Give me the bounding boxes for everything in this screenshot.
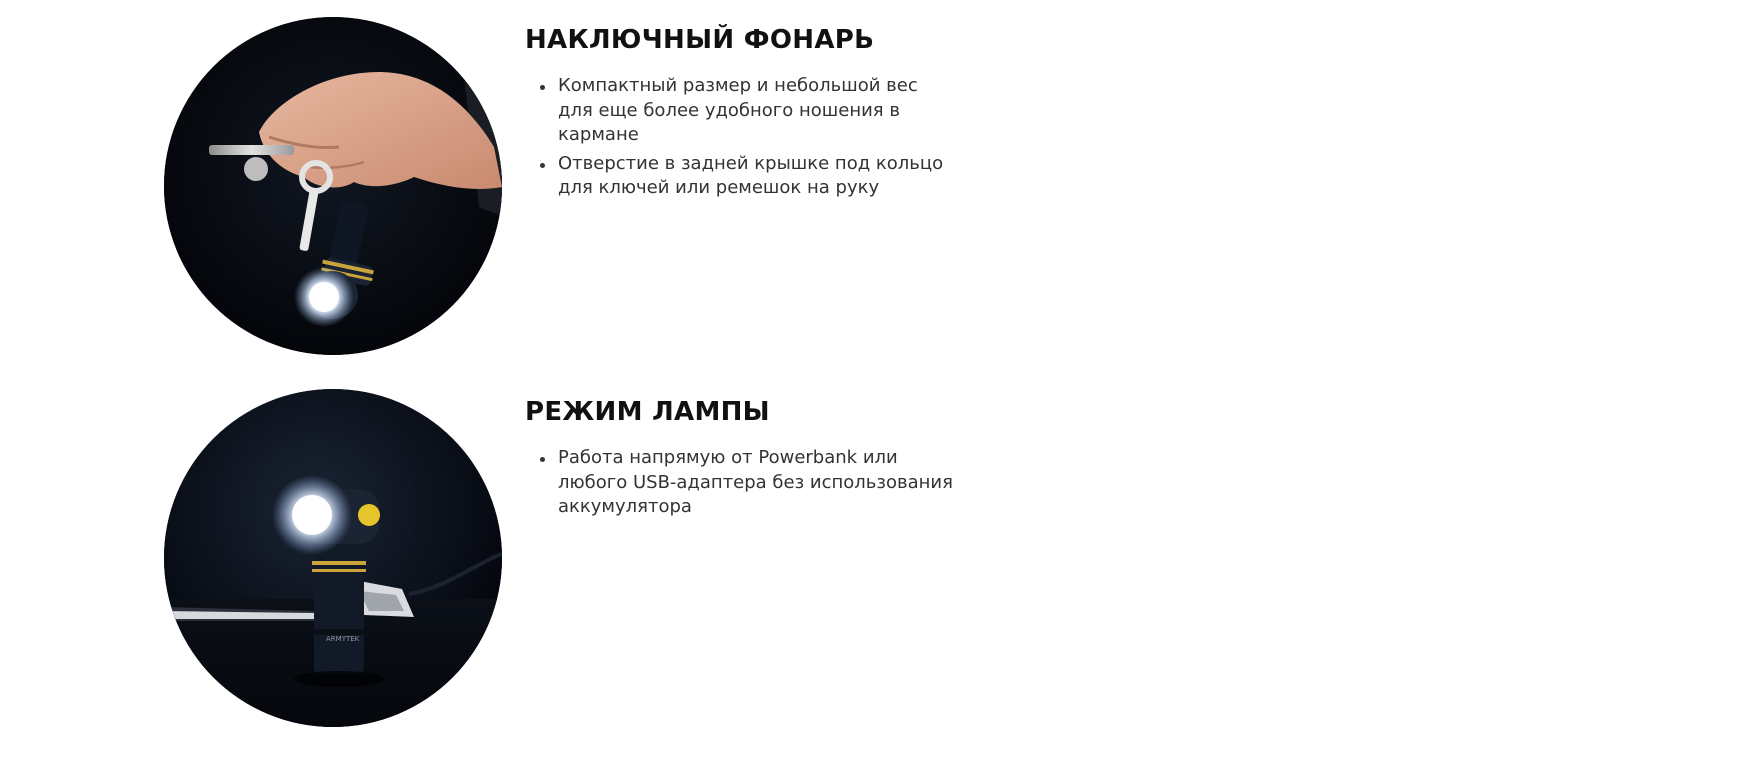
feature-bullet: Компактный размер и небольшой вес для еще более удобного ношения в кармане: [525, 74, 958, 148]
feature-bullet-list: [525, 446, 985, 520]
feature-text: [525, 22, 985, 205]
keychain-flashlight-photo: [164, 17, 502, 355]
feature-bullet: Отверстие в задней крышке под кольцо для ключей или ремешок на руку: [525, 152, 958, 201]
lamp-mode-flashlight-photo: [164, 389, 502, 727]
svg-text:ARMYTEK: ARMYTEK: [326, 635, 360, 643]
feature-bullet: Работа напрямую от Powerbank или любого USB-адаптера без использования аккумулятора: [525, 446, 958, 520]
feature-bullet-list: [525, 74, 985, 201]
feature-title: НАКЛЮЧНЫЙ ФОНАРЬ: [525, 25, 875, 55]
feature-title: РЕЖИМ ЛАМПЫ: [525, 397, 770, 427]
feature-text: [525, 394, 985, 524]
